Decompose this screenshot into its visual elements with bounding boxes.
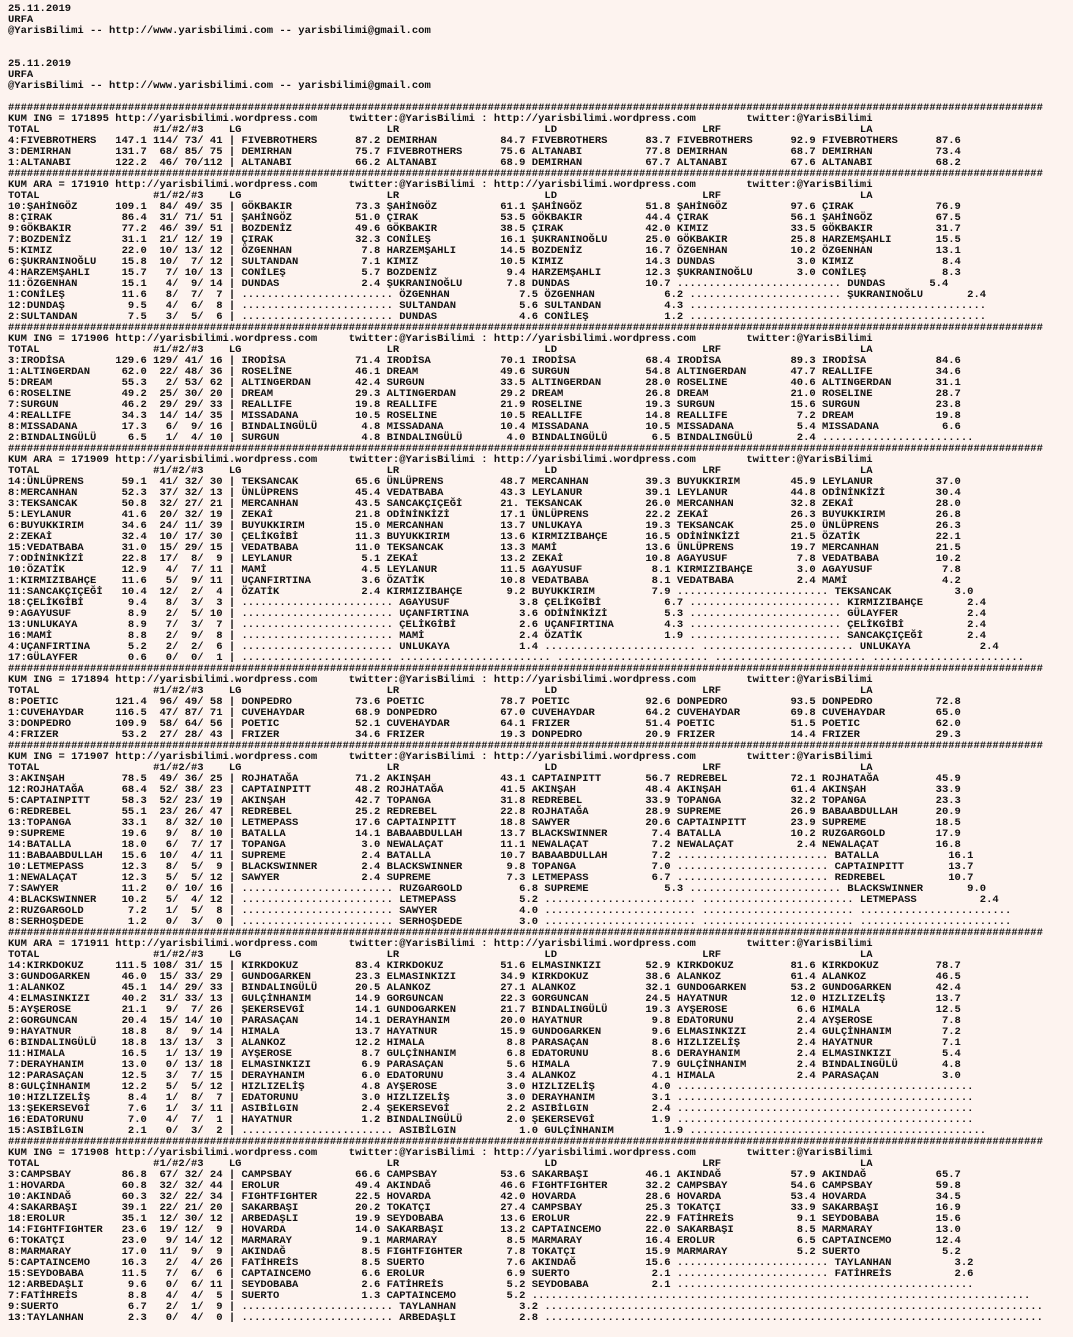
horse-row: 3:IRODİSA 129.6 129/ 41/ 16 | IRODİSA 71.4 IRODİSA 70.1 IRODİSA 68.4 IRODİSA 89.3 IRODİSA 84.6 — [8, 355, 961, 367]
horse-row: 10:ŞAHİNGÖZ 109.1 84/ 49/ 35 | GÖKBAKIR 73.3 ŞAHİNGÖZ 61.1 ŞAHİNGÖZ 51.8 ŞAHİNGÖZ 97.6 ÇIRAK 76.9 — [8, 201, 961, 213]
race-header: KUM ING = 171895 http://yarisbilimi.wordpress.com twitter:@YarisBilimi : http://yarisbilimi.wordpress.com twitter:@YarisBilimi — [8, 113, 873, 125]
race-header: KUM ING = 171907 http://yarisbilimi.wordpress.com twitter:@YarisBilimi : http://yarisbilimi.wordpress.com twitter:@YarisBilimi — [8, 751, 873, 763]
horse-row: 11:ÖZGENHAN 15.1 4/ 9/ 14 | DUNDAS 2.4 ŞUKRANINOĞLU 7.8 DUNDAS 10.7 .......................... DUNDAS 5.4 — [8, 278, 949, 290]
horse-row: 18:ÇELİKGİBİ 9.4 8/ 3/ 3 | ........................ AGAYUSUF 3.8 ÇELİKGİBİ 6.7 ........................ KIRMIZIBAHÇE 2.4 — [8, 597, 987, 609]
report-line: 25.11.2019 — [8, 3, 72, 15]
horse-row: 7:ODİNİNKİZİ 22.8 17/ 8/ 9 | LEYLANUR 5.1 ZEKAİ 13.2 ZEKAİ 10.8 AGAYUSUF 7.8 VEDATBABA 10.2 — [8, 553, 961, 565]
column-header: TOTAL #1/#2/#3 LG LR LD LRF LA — [8, 465, 873, 477]
horse-row: 13:TOPANGA 33.1 8/ 32/ 10 | LETMEPASS 17.6 CAPTAINPITT 18.8 SAWYER 20.6 CAPTAINPITT 23.9 SUPREME 18.5 — [8, 817, 961, 829]
horse-row: 4:REALLIFE 34.3 14/ 14/ 35 | MISSADANA 10.5 ROSELINE 10.5 REALLIFE 14.8 REALLIFE 7.2 DREAM 19.8 — [8, 410, 961, 422]
horse-row: 12:PARASAÇAN 12.5 3/ 7/ 15 | DERAYHANIM 6.0 EDATORUNU 3.4 ALANKOZ 4.1 HIMALA 2.4 PARASAÇAN 3.0 — [8, 1070, 961, 1082]
horse-row: 9:SUERTO 6.7 2/ 1/ 9 | ........................ TAYLANHAN 3.2 ............................................................................... — [8, 1301, 1043, 1313]
race-header: KUM ARA = 171909 http://yarisbilimi.wordpress.com twitter:@YarisBilimi : http://yarisbilimi.wordpress.com twitter:@YarisBilimi — [8, 454, 873, 466]
horse-row: 4:UÇANFIRTINA 5.2 2/ 2/ 6 | ........................ UNLUKAYA 1.4 ........................ ........................ UNLUKAYA 2.4 — [8, 641, 999, 653]
horse-row: 4:FRIZER 53.2 27/ 28/ 43 | FRIZER 34.6 FRIZER 19.3 DONPEDRO 20.9 FRIZER 14.4 FRIZER 29.3 — [8, 729, 961, 741]
column-header: TOTAL #1/#2/#3 LG LR LD LRF LA — [8, 344, 873, 356]
horse-row: 5:CAPTAINPITT 58.3 52/ 23/ 19 | AKINŞAH 42.7 TOPANGA 31.8 REDREBEL 33.9 TOPANGA 32.2 TOPANGA 23.3 — [8, 795, 961, 807]
blank-line — [8, 48, 1073, 59]
horse-row: 1:NEWALAÇAT 12.3 5/ 5/ 12 | SAWYER 2.4 SUPREME 7.3 LETMEPASS 6.7 ........................ REDREBEL 10.7 — [8, 872, 974, 884]
section-divider: #################################################################################################################################################################### — [8, 322, 1043, 334]
horse-row: 1:ALANKOZ 45.1 14/ 29/ 33 | BINDALINGÜLÜ 20.5 ALANKOZ 27.1 ALANKOZ 32.1 GUNDOGARKEN 53.2 GUNDOGARKEN 42.4 — [8, 982, 961, 994]
horse-row: 12:ROJHATAĞA 68.4 52/ 38/ 23 | CAPTAINPITT 48.2 ROJHATAĞA 41.5 AKINŞAH 48.4 AKINŞAH 61.4 AKINŞAH 33.9 — [8, 784, 961, 796]
horse-row: 2:GORGUNCAN 20.4 15/ 14/ 10 | PARASAÇAN 14.1 DERAYHANIM 20.0 HAYATNUR 9.8 EDATORUNU 2.4 AYŞEROSE 7.8 — [8, 1015, 961, 1027]
report-line: URFA — [8, 14, 34, 26]
horse-row: 6:ŞUKRANINOĞLU 15.8 10/ 7/ 12 | SULTANDAN 7.1 KIMIZ 10.5 KIMIZ 14.3 DUNDAS 3.0 KIMIZ 8.4 — [8, 256, 961, 268]
race-header: KUM ARA = 171910 http://yarisbilimi.wordpress.com twitter:@YarisBilimi : http://yarisbilimi.wordpress.com twitter:@YarisBilimi — [8, 179, 873, 191]
horse-row: 15:ASIBİLGIN 2.1 0/ 3/ 2 | ........................ ASIBİLGIN 1.0 GULÇİNHANIM 1.9 ............................................... — [8, 1125, 987, 1137]
horse-row: 13:TAYLANHAN 2.3 0/ 4/ 0 | ........................ ARBEDAŞLI 2.8 ............................................................................... — [8, 1312, 1043, 1324]
horse-row: 18:EROLUR 35.1 12/ 30/ 12 | ARBEDAŞLI 19.9 SEYDOBABA 13.6 EROLUR 22.9 FATİHREİS 9.1 SEYDOBABA 15.6 — [8, 1213, 961, 1225]
horse-row: 16:MAMİ 8.8 2/ 9/ 8 | ........................ MAMİ 2.4 ÖZATİK 1.9 ........................ SANCAKÇIÇEĞİ 2.4 — [8, 630, 987, 642]
race-header: KUM ING = 171906 http://yarisbilimi.wordpress.com twitter:@YarisBilimi : http://yarisbilimi.wordpress.com twitter:@YarisBilimi — [8, 333, 873, 345]
section-divider: #################################################################################################################################################################### — [8, 927, 1043, 939]
horse-row: 11:SANCAKÇIÇEĞİ 10.4 12/ 2/ 4 | ÖZATİK 2.4 KIRMIZIBAHÇE 9.2 BUYUKKIRIM 7.9 ........................ TEKSANCAK 3.0 — [8, 586, 974, 598]
horse-row: 15:SEYDOBABA 11.5 7/ 6/ 6 | CAPTAINCEMO 6.6 EROLUR 6.9 SUERTO 2.1 ........................ FATİHREİS 2.6 — [8, 1268, 974, 1280]
column-header: TOTAL #1/#2/#3 LG LR LD LRF LA — [8, 1158, 873, 1170]
horse-row: 4:FIVEBROTHERS 147.1 114/ 73/ 41 | FIVEBROTHERS 87.2 DEMIRHAN 84.7 FIVEBROTHERS 83.7 FIVEBROTHERS 92.9 FIVEBROTHERS 87.6 — [8, 135, 961, 147]
horse-row: 12:ARBEDAŞLI 9.6 0/ 6/ 11 | SEYDOBABA 2.6 FATİHREİS 5.2 SEYDOBABA 2.1 ............................................... — [8, 1279, 974, 1291]
horse-row: 9:AGAYUSUF 8.9 2/ 5/ 10 | ........................ UÇANFIRTINA 3.6 ODİNİNKİZİ 5.3 ........................ GÜLAYFER 2.4 — [8, 608, 987, 620]
horse-row: 1:CUVEHAYDAR 116.5 47/ 87/ 71 | CUVEHAYDAR 68.9 DONPEDRO 67.0 CUVEHAYDAR 64.2 CUVEHAYDAR 69.8 CUVEHAYDAR 65.0 — [8, 707, 961, 719]
horse-row: 1:HOVARDA 60.8 32/ 32/ 44 | EROLUR 49.4 AKINDAĞ 46.6 FIGHTFIGHTER 32.2 CAMPSBAY 54.6 CAMPSBAY 59.8 — [8, 1180, 961, 1192]
horse-row: 2:SULTANDAN 7.5 3/ 5/ 6 | ........................ DUNDAS 4.6 CONİLEŞ 1.2 ............................................... — [8, 311, 987, 323]
horse-row: 1:ALTANABI 122.2 46/ 70/112 | ALTANABI 66.2 ALTANABI 68.9 DEMIRHAN 67.7 ALTANABI 67.6 ALTANABI 68.2 — [8, 157, 961, 169]
horse-row: 8:MISSADANA 17.3 6/ 9/ 16 | BINDALINGÜLÜ 4.8 MISSADANA 10.4 MISSADANA 10.5 MISSADANA 5.4 MISSADANA 6.6 — [8, 421, 961, 433]
section-divider: #################################################################################################################################################################### — [8, 102, 1043, 114]
horse-row: 15:VEDATBABA 31.0 15/ 29/ 15 | VEDATBABA 11.0 TEKSANCAK 13.3 MAMİ 13.6 ÜNLÜPRENS 19.7 MERCANHAN 21.5 — [8, 542, 961, 554]
horse-row: 3:DONPEDRO 109.9 58/ 64/ 56 | POETIC 52.1 CUVEHAYDAR 64.1 FRIZER 51.4 POETIC 51.5 POETIC 62.0 — [8, 718, 961, 730]
horse-row: 3:GUNDOGARKEN 46.0 15/ 33/ 29 | GUNDOGARKEN 23.3 ELMASINKIZI 34.9 KIRKDOKUZ 38.6 ALANKOZ 61.4 ALANKOZ 46.5 — [8, 971, 961, 983]
horse-row: 8:MARMARAY 17.0 11/ 9/ 9 | AKINDAĞ 8.5 FIGHTFIGHTER 7.8 TOKATÇI 15.9 MARMARAY 5.2 SUERTO 5.2 — [8, 1246, 961, 1258]
horse-row: 2:RUZGARGOLD 7.2 1/ 5/ 8 | ........................ SAWYER 4.0 ........................ ........................ ........................ — [8, 905, 1012, 917]
race-header: KUM ARA = 171911 http://yarisbilimi.wordpress.com twitter:@YarisBilimi : http://yarisbilimi.wordpress.com twitter:@YarisBilimi — [8, 938, 873, 950]
column-header: TOTAL #1/#2/#3 LG LR LD LRF LA — [8, 762, 873, 774]
report-line: @YarisBilimi -- http://www.yarisbilimi.com -- yarisbilimi@gmail.com — [8, 80, 431, 92]
horse-row: 1:ALTINGERDAN 62.0 22/ 48/ 36 | ROSELİNE 46.1 DREAM 49.6 SURGUN 54.8 ALTINGERDAN 47.7 REALLIFE 34.6 — [8, 366, 961, 378]
horse-row: 3:TEKSANCAK 50.8 32/ 27/ 21 | MERCANHAN 43.5 SANCAKÇIÇEĞİ 21. TEKSANCAK 26.0 MERCANHAN 32.8 ZEKAİ 28.0 — [8, 498, 961, 510]
report-line: URFA — [8, 69, 34, 81]
horse-row: 8:MERCANHAN 52.3 37/ 32/ 13 | ÜNLÜPRENS 45.4 VEDATBABA 43.3 LEYLANUR 39.1 LEYLANUR 44.8 ODİNİNKİZİ 30.4 — [8, 487, 961, 499]
horse-row: 11:BABAABDULLAH 15.6 10/ 4/ 11 | SUPREME 2.4 BATALLA 10.7 BABAABDULLAH 7.2 ........................ BATALLA 16.1 — [8, 850, 974, 862]
horse-row: 5:CAPTAINCEMO 16.3 2/ 4/ 26 | FATİHREİS 8.5 SUERTO 7.6 AKINDAĞ 15.6 ........................ TAYLANHAN 3.2 — [8, 1257, 974, 1269]
horse-row: 6:ROSELINE 49.2 25/ 30/ 20 | DREAM 29.3 ALTINGERDAN 29.2 DREAM 26.8 DREAM 21.0 ROSELINE 28.7 — [8, 388, 961, 400]
horse-row: 7:DERAYHANIM 13.0 0/ 13/ 18 | ELMASINKIZI 6.9 PARASAÇAN 5.6 HIMALA 7.9 GULÇİNHANIM 2.4 BINDALINGÜLÜ 4.8 — [8, 1059, 961, 1071]
horse-row: 5:AYŞEROSE 21.1 9/ 7/ 26 | ŞEKERSEVGİ 14.1 GUNDOGARKEN 21.7 BINDALINGÜLÜ 19.3 AYŞEROSE 6.6 HIMALA 12.5 — [8, 1004, 961, 1016]
horse-row: 6:TOKATÇI 23.0 9/ 14/ 12 | MARMARAY 9.1 MARMARAY 8.5 MARMARAY 16.4 EROLUR 6.5 CAPTAINCEMO 12.4 — [8, 1235, 961, 1247]
horse-row: 4:SAKARBAŞI 39.1 22/ 21/ 20 | SAKARBAŞI 20.2 TOKATÇI 27.4 CAMPSBAY 25.3 TOKATÇI 33.9 SAKARBAŞI 16.9 — [8, 1202, 961, 1214]
section-divider: #################################################################################################################################################################### — [8, 663, 1043, 675]
horse-row: 8:POETIC 121.4 96/ 49/ 58 | DONPEDRO 73.6 POETIC 78.7 POETIC 92.6 DONPEDRO 93.5 DONPEDRO 72.8 — [8, 696, 961, 708]
horse-row: 5:KIMIZ 22.0 10/ 13/ 12 | ÖZGENHAN 7.8 HARZEMŞAHLI 14.5 BOZDENİZ 16.7 ÖZGENHAN 10.2 ÖZGENHAN 13.1 — [8, 245, 961, 257]
horse-row: 7:SURGUN 46.2 29/ 29/ 33 | REALLIFE 19.8 REALLIFE 21.9 ROSELINE 19.3 SURGUN 15.6 SURGUN 23.8 — [8, 399, 961, 411]
horse-row: 5:DREAM 55.3 2/ 53/ 62 | ALTINGERDAN 42.4 SURGUN 33.5 ALTINGERDAN 28.0 ROSELINE 40.6 ALTINGERDAN 31.1 — [8, 377, 961, 389]
horse-row: 5:LEYLANUR 41.6 20/ 32/ 19 | ZEKAİ 21.8 ODİNİNKİZİ 17.1 ÜNLÜPRENS 22.2 ZEKAİ 26.3 BUYUKKIRIM 26.8 — [8, 509, 961, 521]
horse-row: 14:KIRKDOKUZ 111.5 108/ 31/ 15 | KIRKDOKUZ 83.4 KIRKDOKUZ 51.6 ELMASINKIZI 52.9 KIRKDOKUZ 81.6 KIRKDOKUZ 78.7 — [8, 960, 961, 972]
section-divider: #################################################################################################################################################################### — [8, 1136, 1043, 1148]
horse-row: 2:ZEKAİ 32.4 10/ 17/ 30 | ÇELİKGİBİ 11.3 BUYUKKIRIM 13.6 KIRMIZIBAHÇE 16.5 ODİNİNKİZİ 21.5 ÖZATİK 22.1 — [8, 531, 961, 543]
horse-row: 9:HAYATNUR 18.8 8/ 9/ 14 | HIMALA 13.7 HAYATNUR 15.9 GUNDOGARKEN 9.6 ELMASINKIZI 2.4 GULÇİNHANIM 7.2 — [8, 1026, 961, 1038]
horse-row: 6:BUYUKKIRIM 34.6 24/ 11/ 39 | BUYUKKIRIM 15.0 MERCANHAN 13.7 UNLUKAYA 19.3 TEKSANCAK 25.0 ÜNLÜPRENS 26.3 — [8, 520, 961, 532]
horse-row: 17:GÜLAYFER 0.6 0/ 0/ 1 | ........................ ........................ ........................ ........................ ........................ — [8, 652, 1024, 664]
horse-row: 10:ÖZATİK 12.9 4/ 7/ 11 | MAMİ 4.5 LEYLANUR 11.5 AGAYUSUF 8.1 KIRMIZIBAHÇE 3.0 AGAYUSUF 7.8 — [8, 564, 961, 576]
horse-row: 1:CONİLEŞ 11.6 8/ 7/ 7 | ........................ ÖZGENHAN 7.5 ÖZGENHAN 6.2 ........................ ŞUKRANINOĞLU 2.4 — [8, 289, 987, 301]
horse-row: 13:UNLUKAYA 8.9 7/ 3/ 7 | ........................ ÇELİKGİBİ 2.6 UÇANFIRTINA 4.3 ........................ ÇELİKGİBİ 2.4 — [8, 619, 987, 631]
horse-row: 3:CAMPSBAY 86.8 67/ 32/ 24 | CAMPSBAY 66.6 CAMPSBAY 53.6 SAKARBAŞI 46.1 AKINDAĞ 57.9 AKINDAĞ 65.7 — [8, 1169, 961, 1181]
horse-row: 14:FIGHTFIGHTER 23.6 19/ 12/ 9 | HOVARDA 14.0 SAKARBAŞI 13.2 CAPTAINCEMO 22.0 SAKARBAŞI 8.5 MARMARAY 13.0 — [8, 1224, 961, 1236]
horse-row: 14:ÜNLÜPRENS 59.1 41/ 32/ 30 | TEKSANCAK 65.6 ÜNLÜPRENS 48.7 MERCANHAN 39.3 BUYUKKIRIM 45.9 LEYLANUR 37.0 — [8, 476, 961, 488]
horse-row: 4:ELMASINKIZI 40.2 31/ 33/ 13 | GULÇİNHANIM 14.9 GORGUNCAN 22.3 GORGUNCAN 24.5 HAYATNUR 12.0 HIZLIZELİŞ 13.7 — [8, 993, 961, 1005]
horse-row: 7:BOZDENİZ 31.1 21/ 12/ 19 | ÇIRAK 32.3 CONİLEŞ 16.1 ŞUKRANINOĞLU 25.0 GÖKBAKIR 25.8 HARZEMŞAHLI 15.5 — [8, 234, 961, 246]
horse-row: 9:SUPREME 19.6 9/ 8/ 10 | BATALLA 14.1 BABAABDULLAH 13.7 BLACKSWINNER 7.4 BATALLA 10.2 RUZGARGOLD 17.9 — [8, 828, 961, 840]
report-line: @YarisBilimi -- http://www.yarisbilimi.com -- yarisbilimi@gmail.com — [8, 25, 431, 37]
horse-row: 3:DEMIRHAN 131.7 68/ 85/ 75 | DEMIRHAN 75.7 FIVEBROTHERS 75.6 ALTANABI 77.8 DEMIRHAN 68.7 DEMIRHAN 73.4 — [8, 146, 961, 158]
section-divider: #################################################################################################################################################################### — [8, 443, 1043, 455]
horse-row: 10:AKINDAĞ 60.3 32/ 22/ 34 | FIGHTFIGHTER 22.5 HOVARDA 42.0 HOVARDA 28.6 HOVARDA 53.4 HOVARDA 34.5 — [8, 1191, 961, 1203]
column-header: TOTAL #1/#2/#3 LG LR LD LRF LA — [8, 949, 873, 961]
horse-row: 16:EDATORUNU 7.0 4/ 7/ 1 | HAYATNUR 1.2 BINDALINGÜLÜ 2.0 ŞEKERSEVGİ 1.9 ............................................... — [8, 1114, 974, 1126]
horse-row: 2:BINDALINGÜLÜ 6.5 1/ 4/ 10 | SURGUN 4.8 BINDALINGÜLÜ 4.0 BINDALINGÜLÜ 6.5 BINDALINGÜLÜ 2.4 ........................ — [8, 432, 974, 444]
horse-row: 14:BATALLA 18.0 6/ 7/ 17 | TOPANGA 3.0 NEWALAÇAT 11.1 NEWALAÇAT 7.2 NEWALAÇAT 2.4 NEWALAÇAT 16.8 — [8, 839, 961, 851]
horse-row: 11:HIMALA 16.5 1/ 13/ 19 | AYŞEROSE 8.7 GULÇİNHANIM 6.8 EDATORUNU 8.6 DERAYHANIM 2.4 ELMASINKIZI 5.4 — [8, 1048, 961, 1060]
horse-row: 10:HIZLIZELİŞ 8.4 1/ 8/ 7 | EDATORUNU 3.0 HIZLIZELİŞ 3.0 DERAYHANIM 3.1 ............................................... — [8, 1092, 974, 1104]
column-header: TOTAL #1/#2/#3 LG LR LD LRF LA — [8, 190, 873, 202]
horse-row: 6:REDREBEL 55.1 23/ 26/ 47 | REDREBEL 25.2 REDREBEL 22.8 ROJHATAĞA 28.9 SUPREME 26.9 BABAABDULLAH 20.9 — [8, 806, 961, 818]
horse-row: 12:DUNDAŞ 9.5 4/ 6/ 8 | ........................ SULTANDAN 5.6 SULTANDAN 4.3 ............................................... — [8, 300, 987, 312]
blank-line — [8, 37, 1073, 48]
horse-row: 13:ŞEKERSEVGİ 7.6 1/ 3/ 11 | ASIBİLGIN 2.4 ŞEKERSEVGİ 2.2 ASIBİLGIN 2.4 ............................................... — [8, 1103, 974, 1115]
horse-row: 3:AKINŞAH 78.5 49/ 36/ 25 | ROJHATAĞA 71.2 AKINŞAH 43.1 CAPTAINPITT 56.7 REDREBEL 72.1 ROJHATAĞA 45.9 — [8, 773, 961, 785]
report-line: 25.11.2019 — [8, 58, 72, 70]
column-header: TOTAL #1/#2/#3 LG LR LD LRF LA — [8, 685, 873, 697]
horse-row: 1:KIRMIZIBAHÇE 11.6 5/ 9/ 11 | UÇANFIRTINA 3.6 ÖZATİK 10.8 VEDATBABA 8.1 VEDATBABA 2.4 MAMİ 4.2 — [8, 575, 961, 587]
horse-row: 8:GULÇİNHANIM 12.2 5/ 5/ 12 | HIZLIZELİŞ 4.8 AYŞEROSE 3.0 HIZLIZELİŞ 4.0 ............................................... — [8, 1081, 974, 1093]
column-header: TOTAL #1/#2/#3 LG LR LD LRF LA — [8, 124, 873, 136]
section-divider: #################################################################################################################################################################### — [8, 168, 1043, 180]
horse-row: 9:GÖKBAKIR 77.2 46/ 39/ 51 | BOZDENİZ 49.6 GÖKBAKIR 38.5 ÇIRAK 42.0 KIMIZ 33.5 GÖKBAKIR 31.7 — [8, 223, 961, 235]
horse-row: 10:LETMEPASS 12.3 8/ 5/ 9 | BLACKSWINNER 2.4 BLACKSWINNER 9.8 TOPANGA 7.0 ........................ CAPTAINPITT 13.7 — [8, 861, 974, 873]
horse-row: 7:SAWYER 11.2 0/ 10/ 16 | ........................ RUZGARGOLD 6.8 SUPREME 5.3 ........................ BLACKSWINNER 9.0 — [8, 883, 987, 895]
horse-row: 4:BLACKSWINNER 10.2 5/ 4/ 12 | ........................ LETMEPASS 5.2 ........................ ........................ LETMEPASS 2.4 — [8, 894, 999, 906]
race-header: KUM ING = 171894 http://yarisbilimi.wordpress.com twitter:@YarisBilimi : http://yarisbilimi.wordpress.com twitter:@YarisBilimi — [8, 674, 873, 686]
horse-row: 8:SERHOŞDEDE 1.2 0/ 3/ 0 | ........................ SERHOŞDEDE 3.0 ........................ ........................ ........................ — [8, 916, 1012, 928]
race-header: KUM ING = 171908 http://yarisbilimi.wordpress.com twitter:@YarisBilimi : http://yarisbilimi.wordpress.com twitter:@YarisBilimi — [8, 1147, 873, 1159]
horse-row: 6:BINDALINGÜLÜ 18.8 13/ 13/ 3 | ALANKOZ 12.2 HIMALA 8.8 PARASAÇAN 8.6 HIZLIZELİŞ 2.4 HAYATNUR 7.1 — [8, 1037, 961, 1049]
horse-row: 4:HARZEMŞAHLI 15.7 7/ 10/ 13 | CONİLEŞ 5.7 BOZDENİZ 9.4 HARZEMŞAHLI 12.3 ŞUKRANINOĞLU 3.0 CONİLEŞ 8.3 — [8, 267, 961, 279]
horse-row: 7:FATİHREİS 8.8 4/ 4/ 5 | SUERTO 1.3 CAPTAINCEMO 5.2 ............................................................................... — [8, 1290, 1031, 1302]
horse-row: 8:ÇIRAK 86.4 31/ 71/ 51 | ŞAHİNGÖZ 51.0 ÇIRAK 53.5 GÖKBAKIR 44.4 ÇIRAK 56.1 ŞAHİNGÖZ 67.5 — [8, 212, 961, 224]
section-divider: #################################################################################################################################################################### — [8, 740, 1043, 752]
